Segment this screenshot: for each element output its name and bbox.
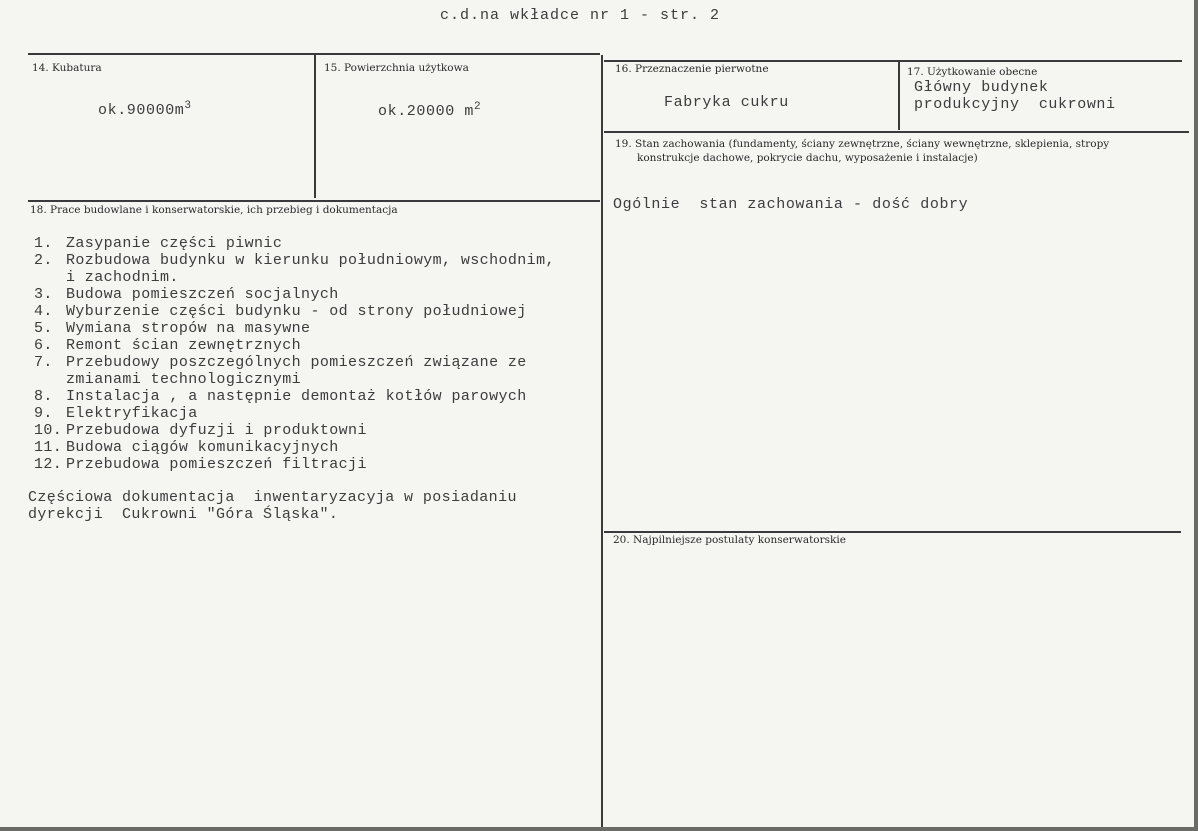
list-item-continuation: i zachodnim. [66, 269, 179, 286]
field-17-value-line2: produkcyjny cukrowni [914, 96, 1116, 113]
rule-above-18 [28, 200, 600, 202]
center-divider [601, 55, 603, 827]
list-item: 4. Wyburzenie części budynku - od strony południowej [34, 303, 527, 320]
rule-above-19 [604, 131, 1189, 133]
kubatura-value: ok.90000m [98, 102, 185, 119]
divider-14-15 [314, 53, 316, 198]
field-17-label: 17. Użytkowanie obecne [907, 66, 1038, 78]
field-15-value [378, 101, 481, 120]
rule-above-20 [604, 531, 1181, 533]
works-list [34, 235, 555, 473]
field-14-value [98, 100, 192, 119]
field-20-label: 20. Najpilniejsze postulaty konserwatorskie [613, 534, 846, 546]
area-unit-exponent: 2 [474, 101, 482, 113]
list-item: 10. Przebudowa dyfuzji i produktowni [34, 422, 367, 439]
field-17-value-line1: Główny budynek [914, 79, 1049, 96]
list-item: 9. Elektryfikacja [34, 405, 198, 422]
list-item: 5. Wymiana stropów na masywne [34, 320, 311, 337]
list-item: 2. Rozbudowa budynku w kierunku południowym, wschodnim, [34, 252, 555, 269]
divider-16-17 [898, 60, 900, 130]
area-value: ok.20000 m [378, 103, 475, 120]
field-16-value: Fabryka cukru [664, 94, 789, 111]
list-item: 1. Zasypanie części piwnic [34, 235, 283, 252]
field-14-label: 14. Kubatura [32, 62, 102, 74]
list-item: 7. Przebudowy poszczególnych pomieszczeń związane ze [34, 354, 527, 371]
field-15-label: 15. Powierzchnia użytkowa [324, 62, 469, 74]
list-item: 12. Przebudowa pomieszczeń filtracji [34, 456, 367, 473]
documentation-note [28, 489, 517, 523]
list-item: 8. Instalacja , a następnie demontaż kotłów parowych [34, 388, 527, 405]
kubatura-unit-exponent: 3 [184, 100, 192, 112]
field-16-label: 16. Przeznaczenie pierwotne [615, 63, 769, 75]
field-19-label [615, 137, 1175, 165]
top-rule-right [604, 60, 1182, 62]
field-19-label-line1: 19. Stan zachowania (fundamenty, ściany zewnętrzne, ściany wewnętrzne, sklepienia, stropy [615, 138, 1110, 150]
documentation-line-2: dyrekcji Cukrowni "Góra Śląska". [28, 506, 339, 523]
list-item: 3. Budowa pomieszczeń socjalnych [34, 286, 339, 303]
continuation-note: c.d.na wkładce nr 1 - str. 2 [440, 7, 721, 24]
field-19-label-line2: konstrukcje dachowe, pokrycie dachu, wyposażenie i instalacje) [637, 152, 978, 164]
field-18-label: 18. Prace budowlane i konserwatorskie, ich przebieg i dokumentacja [30, 204, 398, 216]
documentation-line-1: Częściowa dokumentacja inwentaryzacyja w posiadaniu [28, 489, 517, 506]
field-19-value: Ogólnie stan zachowania - dość dobry [613, 196, 969, 213]
list-item-continuation: zmianami technologicznymi [66, 371, 302, 388]
list-item: 6. Remont ścian zewnętrznych [34, 337, 302, 354]
list-item: 11. Budowa ciągów komunikacyjnych [34, 439, 339, 456]
